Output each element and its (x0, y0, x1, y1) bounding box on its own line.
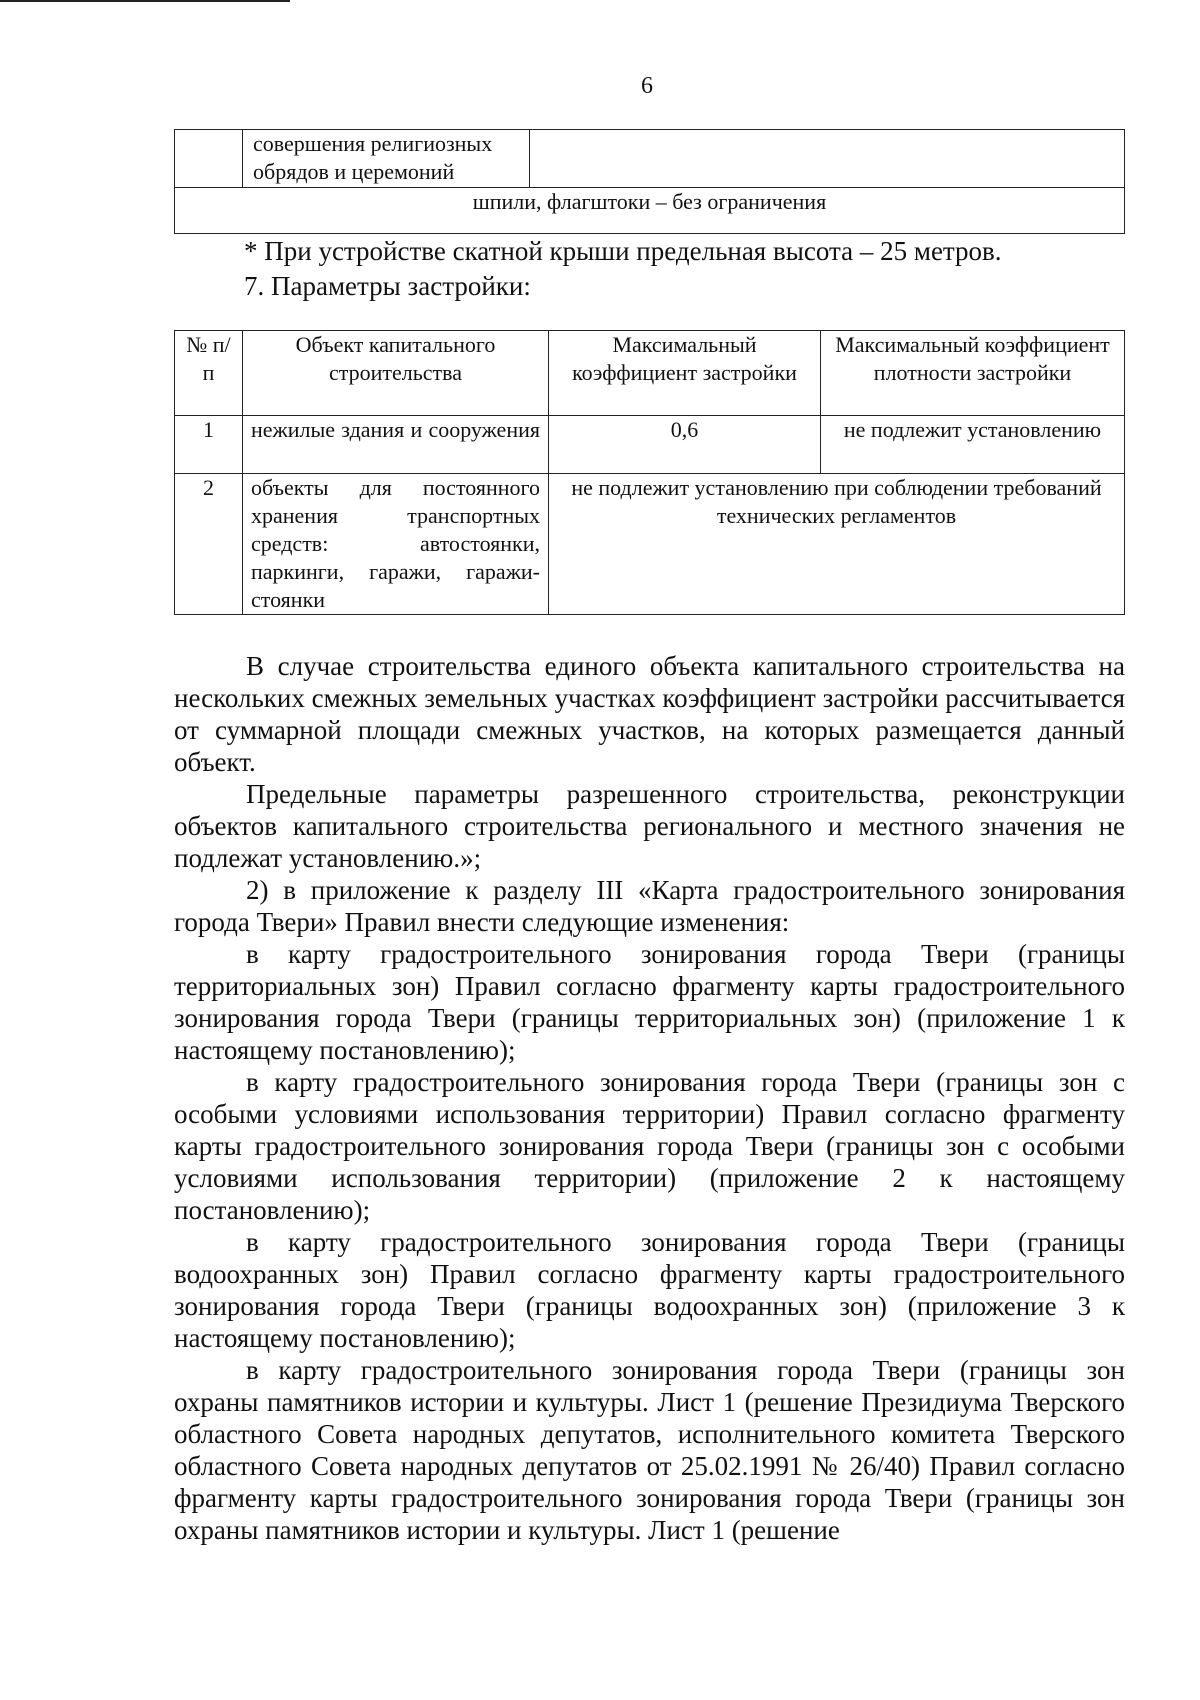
table-cell-spires-note: шпили, флагштоки – без ограничения (175, 188, 1125, 234)
paragraph: в карту градостроительного зонирования города Твери (границы зон охраны памятников истории и культуры. Лист 1 (решение Президиума Тверского областного Совета народных депутатов, исполнительного комитета Тверского областного Совета народных депутатов от 25.02.1991 № 26/40) Правил согласно фрагменту карты градостроительного зонирования города Твери (границы зон охраны памятников истории и культуры. Лист 1 (решение (174, 1355, 1125, 1545)
table-cell-empty (175, 130, 243, 188)
roof-height-note: * При устройстве скатной крыши предельная высота – 25 метров. (244, 236, 1002, 266)
body-text (174, 650, 1125, 1546)
row-number: 1 (175, 416, 243, 474)
page-number: 6 (641, 73, 653, 99)
header-number: № п/п (175, 331, 243, 416)
table-row (175, 416, 1125, 474)
paragraph: в карту градостроительного зонирования города Твери (границы зон с особыми условиями использования территории) Правил согласно фрагменту карты градостроительного зонирования города Твери (границы зон с особыми условиями использования территории) (приложение 2 к настоящему постановлению); (174, 1067, 1125, 1225)
table-row (175, 188, 1125, 234)
paragraph: в карту градостроительного зонирования города Твери (границы водоохранных зон) Правил согласно фрагменту карты градостроительного зонирования города Твери (границы водоохранных зон) (приложение 3 к настоящему постановлению); (174, 1227, 1125, 1353)
header-density-ratio: Максимальный коэффициент плотности застройки (821, 331, 1125, 416)
building-parameters-table (174, 330, 1125, 615)
table-cell-building-purpose: совершения религиозных обрядов и церемоний (243, 130, 530, 188)
row-merged-value: не подлежит установлению при соблюдении требований технических регламентов (549, 474, 1125, 615)
row-object: нежилые здания и сооружения (243, 416, 549, 474)
header-coverage-ratio: Максимальный коэффициент застройки (549, 331, 821, 416)
paragraph: В случае строительства единого объекта капитального строительства на нескольких смежных земельных участках коэффициент застройки рассчитывается от суммарной площади смежных участков, на которых размещается данный объект. (174, 651, 1125, 777)
paragraph: Предельные параметры разрешенного строительства, реконструкции объектов капитального строительства регионального и местного значения не подлежат установлению.»; (174, 779, 1125, 873)
paragraph: в карту градостроительного зонирования города Твери (границы территориальных зон) Правил согласно фрагменту карты градостроительного зонирования города Твери (границы территориальных зон) (приложение 1 к настоящему постановлению); (174, 939, 1125, 1065)
section-title: 7. Параметры застройки: (244, 271, 531, 301)
row-number: 2 (175, 474, 243, 615)
table-row (175, 130, 1125, 188)
row-object: объекты для постоянного хранения транспортных средств: автостоянки, паркинги, гаражи, гаражи-стоянки (243, 474, 549, 615)
row-density-value: не подлежит установлению (821, 416, 1125, 474)
height-limits-table-continuation (174, 129, 1125, 234)
table-cell-height (530, 130, 1125, 188)
header-object: Объект капитального строительства (243, 331, 549, 416)
table-header-row (175, 331, 1125, 416)
row-coverage-value: 0,6 (549, 416, 821, 474)
paragraph: 2) в приложение к разделу III «Карта градостроительного зонирования города Твери» Правил внести следующие изменения: (174, 875, 1125, 937)
table-row (175, 474, 1125, 615)
top-edge-rule (0, 0, 290, 2)
